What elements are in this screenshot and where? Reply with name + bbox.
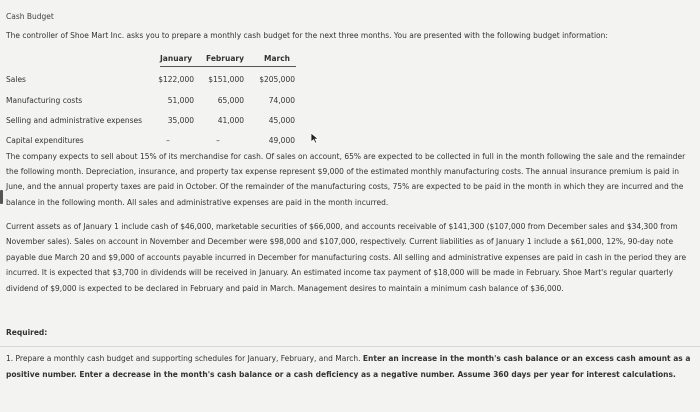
required-heading: Required: <box>6 328 48 337</box>
cell-sa-mar: 45,000 <box>268 116 295 125</box>
cell-cap-jan: – <box>166 136 170 145</box>
row-label-sales: Sales <box>6 75 26 84</box>
cell-sales-feb: $151,000 <box>208 75 244 84</box>
cell-mfg-mar: 74,000 <box>268 96 295 105</box>
row-label-capital: Capital expenditures <box>6 136 84 145</box>
row-label-manufacturing: Manufacturing costs <box>6 96 83 105</box>
question-1 <box>6 351 694 383</box>
paragraph-collections: The company expects to sell about 15% of its merchandise for cash. Of sales on account, 65% are expected to be collected in full in the month following the sale and the remainder the following month. Depreciation, insurance, and property tax expense represent $9,000 of the estimated monthly manufacturing costs. The annual insurance premium is paid in June, and the annual property taxes are paid in October. Of the remainder of the manufacturing costs, 75% are expected to be paid in the month in which they are incurred and the balance in the following month. All sales and administrative expenses are paid in the month incurred. <box>6 152 686 207</box>
cell-sales-mar: $205,000 <box>259 75 295 84</box>
mouse-cursor-icon <box>310 132 320 144</box>
header-underline <box>160 66 296 67</box>
cell-sa-feb: 41,000 <box>217 116 244 125</box>
question-instructions: Enter an increase in the month's cash balance or an excess cash amount as a positive number. Enter a decrease in the month's cash balance or a cash deficiency as a negative number. Assume 360 days per year for interest calculations. <box>6 354 691 379</box>
intro-text: The controller of Shoe Mart Inc. asks you to prepare a monthly cash budget for the next three months. You are presented with the following budget information: <box>6 31 608 40</box>
cell-cap-mar: 49,000 <box>268 136 295 145</box>
page-title: Cash Budget <box>6 12 54 21</box>
header-march: March <box>264 54 291 63</box>
cell-cap-feb: – <box>216 136 220 145</box>
left-edge-marker <box>0 190 3 204</box>
cell-sales-jan: $122,000 <box>158 75 194 84</box>
cell-sa-jan: 35,000 <box>167 116 194 125</box>
row-label-selling-admin: Selling and administrative expenses <box>6 116 143 125</box>
header-january: January <box>160 54 193 63</box>
question-text: 1. Prepare a monthly cash budget and supporting schedules for January, February, and March. <box>6 354 363 363</box>
header-february: February <box>206 54 244 63</box>
section-divider <box>0 346 700 347</box>
cell-mfg-feb: 65,000 <box>217 96 244 105</box>
cell-mfg-jan: 51,000 <box>167 96 194 105</box>
paragraph-balances: Current assets as of January 1 include cash of $46,000, marketable securities of $66,000, and accounts receivable of $141,300 ($107,000 from December sales and $34,300 from November sales). Sales on account in November and December were $98,000 and $107,000, respectively. Current liabilities as of January 1 include a $61,000, 12%, 90-day note payable due March 20 and $9,000 of accounts payable incurred in December for manufacturing costs. All selling and administrative expenses are paid in cash in the period they are incurred. It is expected that $3,700 in dividends will be received in January. An estimated income tax payment of $18,000 will be made in February. Shoe Mart's regular quarterly dividend of $9,000 is expected to be declared in February and paid in March. Management desires to maintain a minimum cash balance of $36,000. <box>6 222 687 293</box>
